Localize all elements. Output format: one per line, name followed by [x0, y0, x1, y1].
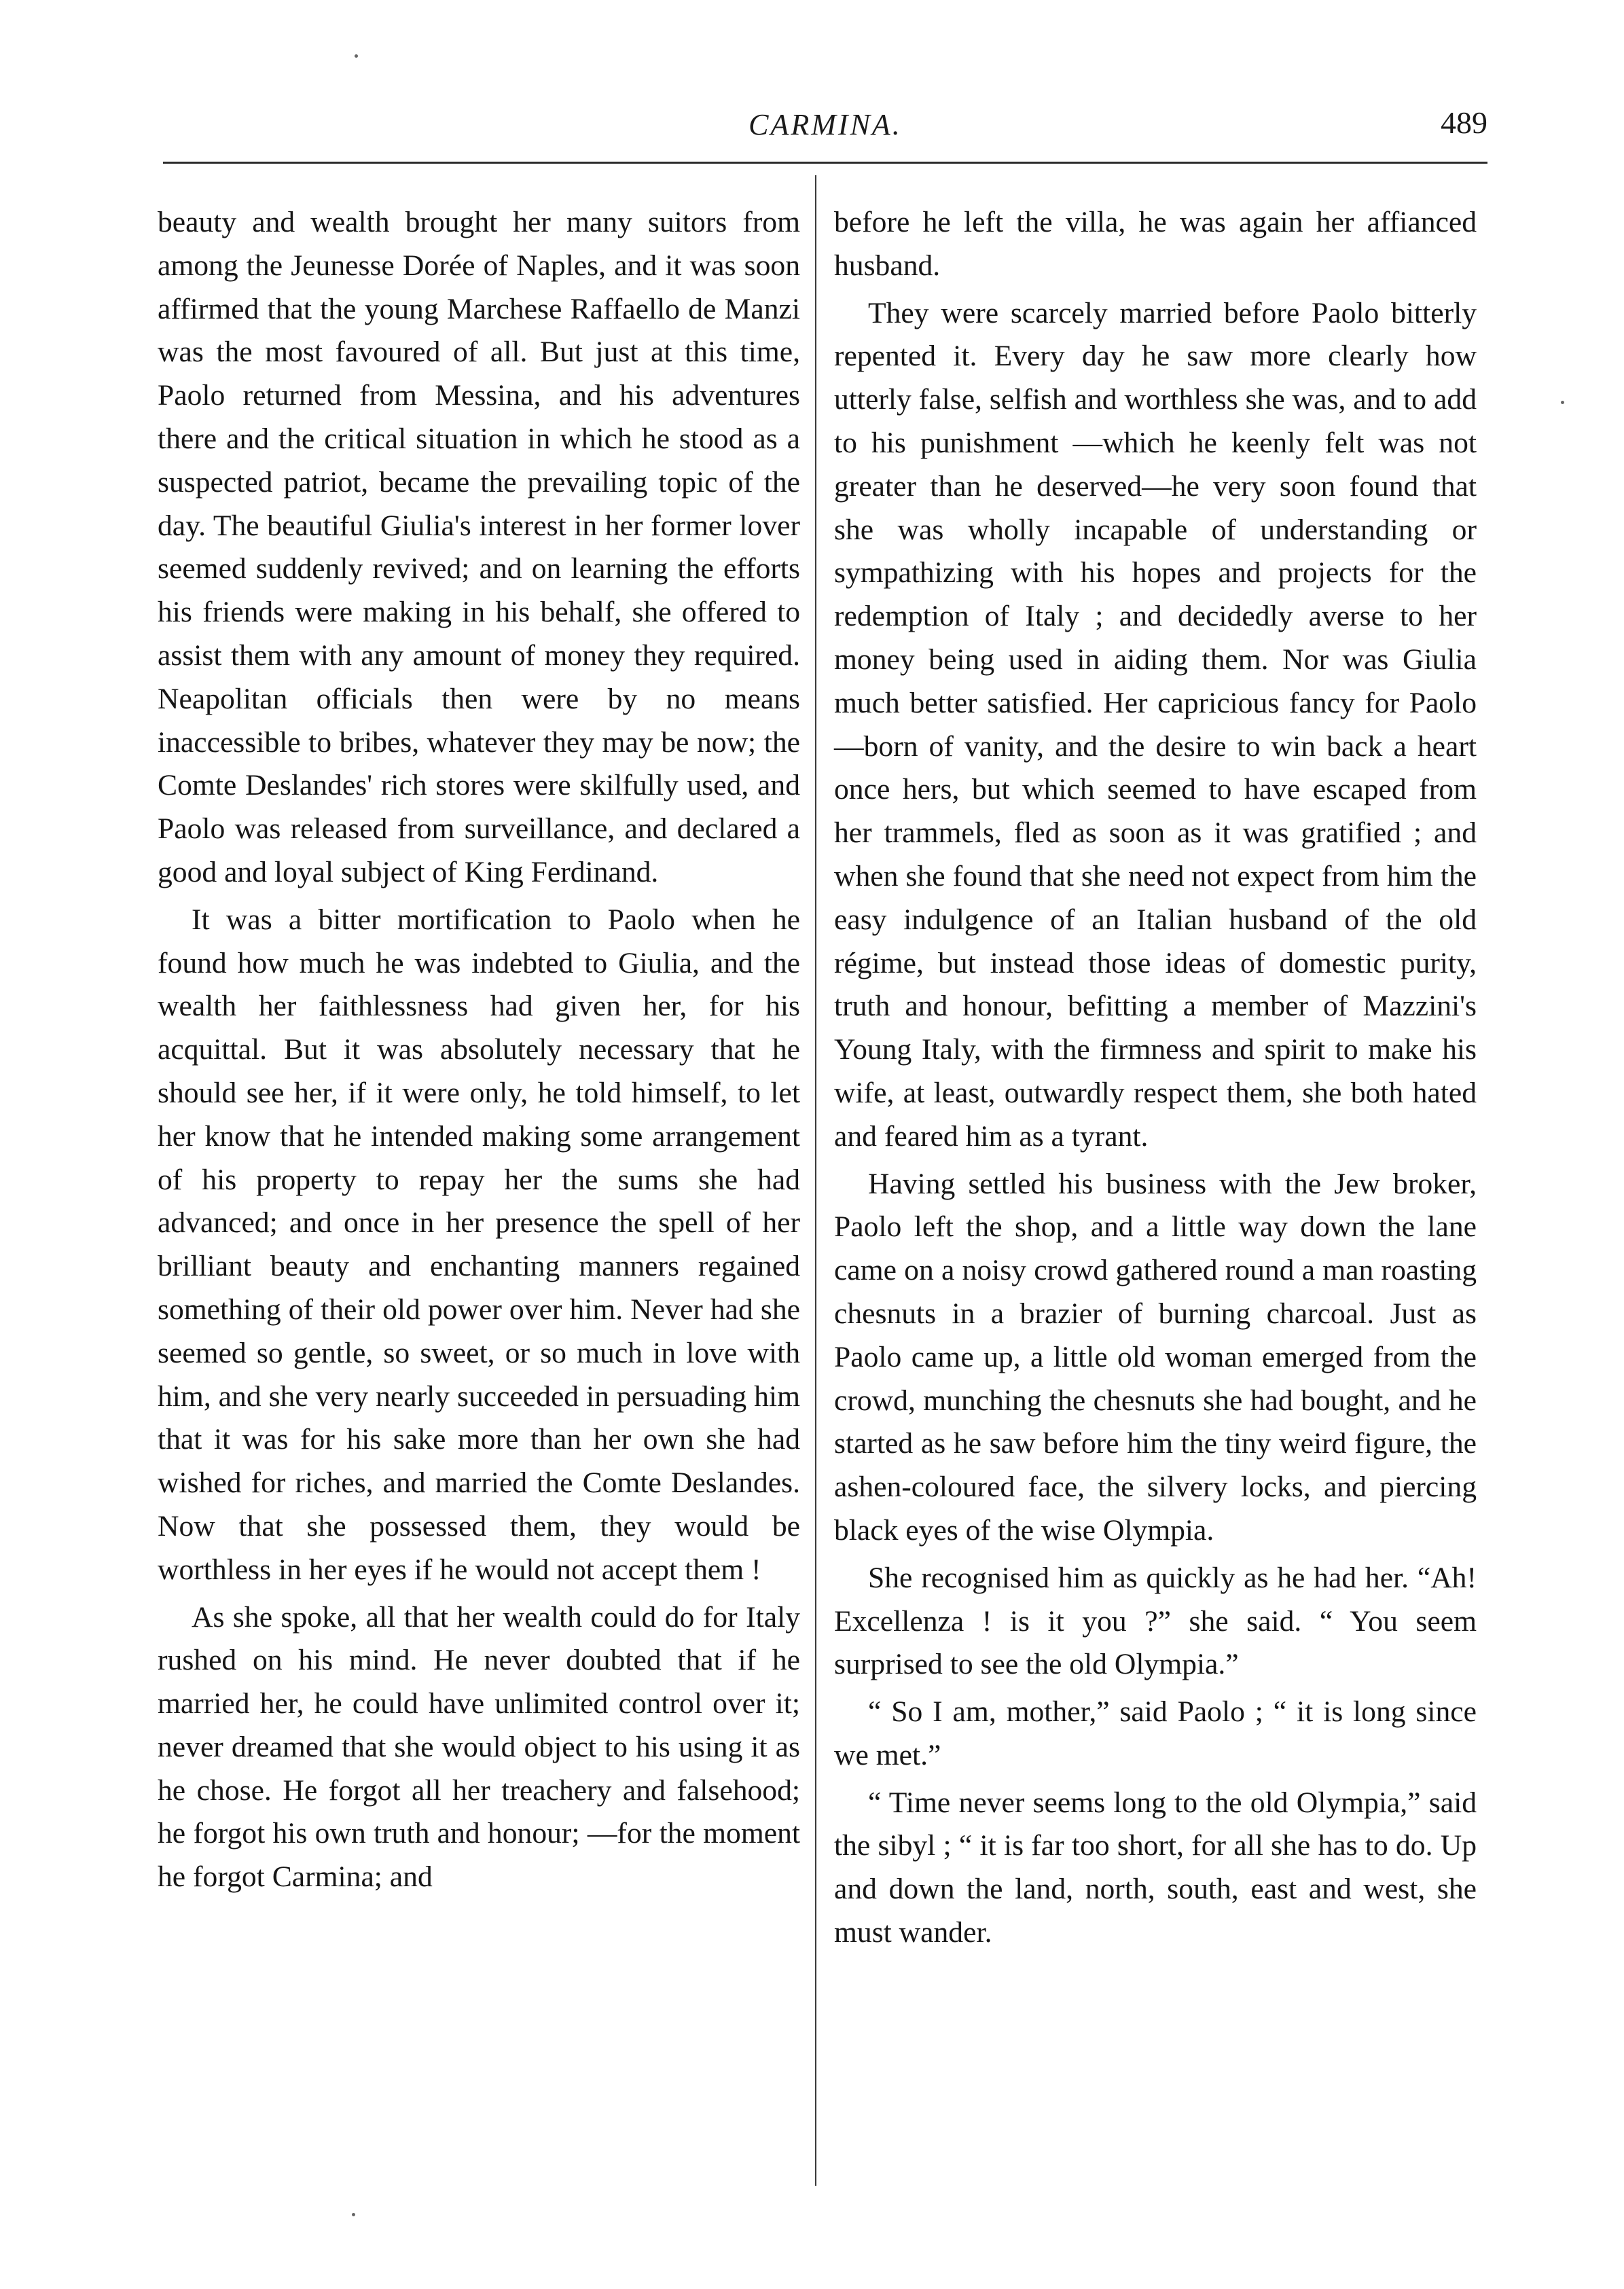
paragraph: “ Time never seems long to the old Olympia,” said the sibyl ; “ it is far too short, for all she has to do. Up and down the land, north, south, east and west, she must wander. [834, 1786, 1477, 1949]
paragraph: beauty and wealth brought her many suitors from among the Jeunesse Dorée of Naples, and it was soon affirmed that the young Marchese Raffaello de Manzi was the most favoured of all. But just at this time, Paolo returned from Messina, and his adventures there and the critical situation in which he stood as a suspected patriot, became the prevailing topic of the day. The beautiful Giulia's interest in her former lover seemed suddenly revived; and on learning the efforts his friends were making in his behalf, she offered to assist them with any amount of money they required. Neapolitan officials then were by no means inaccessible to bribes, whatever they may be now; the Comte Deslandes' rich stores were skilfully used, and Paolo was released from surveillance, and declared a good and loyal subject of King Ferdinand. [158, 206, 800, 888]
column-divider [815, 175, 816, 2186]
page-header [163, 102, 1487, 156]
running-title: CARMINA. [748, 108, 902, 141]
paragraph: She recognised him as quickly as he had her. “Ah! Excellenza ! is it you ?” she said. “ You seem surprised to see the old Olympia.” [834, 1561, 1477, 1681]
ink-speck [352, 2213, 355, 2216]
header-rule [163, 162, 1487, 164]
paragraph: They were scarcely married before Paolo bitterly repented it. Every day he saw more clearly how utterly false, selfish and worthless she was, and to add to his punishment —which he keenly felt was not greater than he deserved—he very soon found that she was wholly incapable of understanding or sympathizing with his hopes and projects for the redemption of Italy ; and decidedly averse to her money being used in aiding them. Nor was Giulia much better satisfied. Her capricious fancy for Paolo—born of vanity, and the desire to win back a heart once hers, but which seemed to have escaped from her trammels, fled as soon as it was gratified ; and when she found that she need not expect from him the easy indulgence of an Italian husband of the old régime, but instead those ideas of domestic purity, truth and honour, befitting a member of Mazzini's Young Italy, with the firmness and spirit to make his wife, at least, outwardly respect them, she both hated and feared him as a tyrant. [834, 296, 1477, 1153]
left-column [158, 201, 800, 1903]
paragraph: It was a bitter mortification to Paolo when he found how much he was indebted to Giulia, and the wealth her faithlessness had given her, for his acquittal. But it was absolutely necessary that he should see her, if it were only, he told himself, to let her know that he intended making some arrangement of his property to repay her the sums she had advanced; and once in her presence the spell of her brilliant beauty and enchanting manners regained something of their old power over him. Never had she seemed so gentle, so sweet, or so much in love with him, and she very nearly succeeded in persuading him that it was for his sake more than her own she had wished for riches, and married the Comte Deslandes. Now that she possessed them, they would be worthless in her eyes if he would not accept them ! [158, 903, 800, 1586]
right-column [834, 201, 1477, 1959]
ink-speck [1561, 401, 1564, 404]
ink-speck [355, 54, 358, 58]
paragraph: “ So I am, mother,” said Paolo ; “ it is long since we met.” [834, 1695, 1477, 1771]
paragraph: before he left the villa, he was again her affianced husband. [834, 206, 1477, 282]
paragraph: As she spoke, all that her wealth could do for Italy rushed on his mind. He never doubted that if he married her, he could have unlimited control over it; never dreamed that she would object to his using it as he chose. He forgot all her treachery and falsehood; he forgot his own truth and honour; —for the moment he forgot Carmina; and [158, 1600, 800, 1894]
page-number: 489 [1441, 105, 1487, 140]
paragraph: Having settled his business with the Jew broker, Paolo left the shop, and a little way down the lane came on a noisy crowd gathered round a man roasting chesnuts in a brazier of burning charcoal. Just as Paolo came up, a little old woman emerged from the crowd, munching the chesnuts she had bought, and he started as he saw before him the tiny weird figure, the ashen-coloured face, the silvery locks, and piercing black eyes of the wise Olympia. [834, 1167, 1477, 1547]
